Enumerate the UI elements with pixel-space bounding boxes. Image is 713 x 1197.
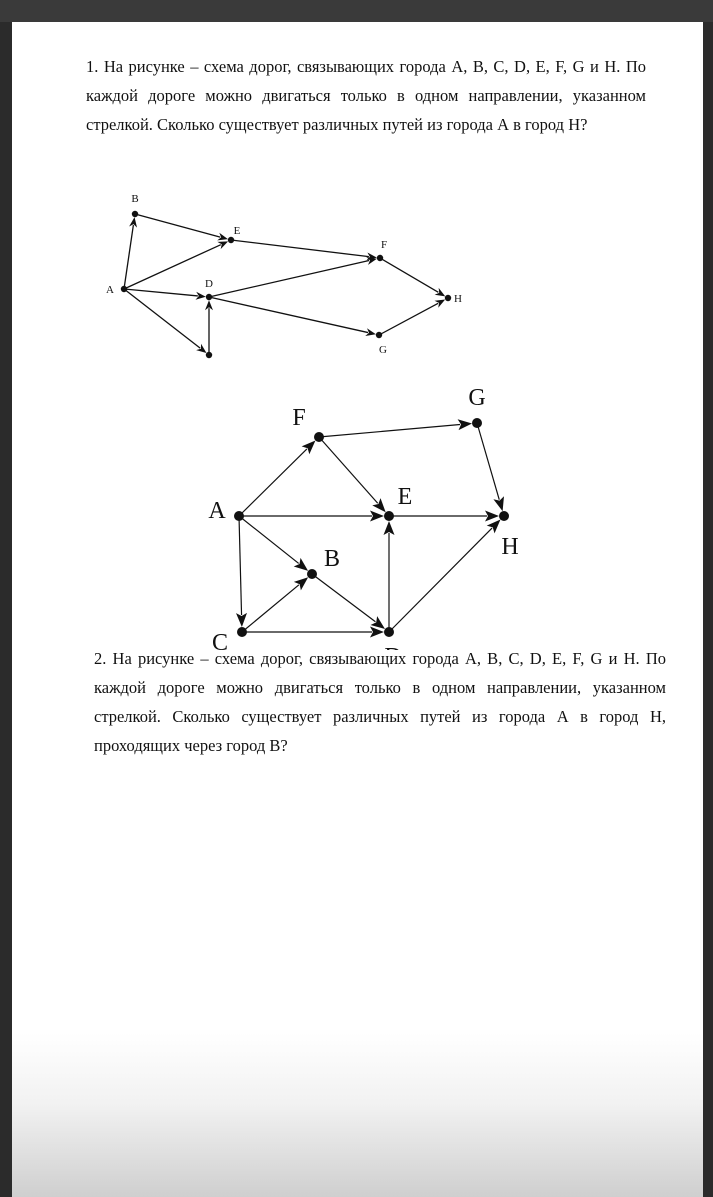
g2-edge-A-F [239, 441, 315, 516]
problem-1-text: 1. На рисунке – схема дорог, связывающих города А, В, С, D, E, F, G и Н. По каждой дороге можно двигаться только в одном направлении, указанном стрелкой. Сколько существует различных путей из города А в город Н? [86, 57, 646, 134]
problem-1-graph [88, 165, 488, 365]
road-diagram-1 [88, 165, 488, 365]
g2-edge-E-H [389, 511, 499, 522]
g2-edge-C-D [242, 627, 384, 638]
g1-node-B [131, 193, 138, 217]
top-bar [0, 0, 713, 22]
g2-edge-A-C [236, 516, 247, 627]
problem-2-graph [184, 370, 544, 650]
problem-2-text: 2. На рисунке – схема дорог, связывающих города А, В, С, D, E, F, G и Н. По каждой дороге можно двигаться только в одном направлении, указанном стрелкой. Сколько существует различных путей из города А в город Н, проходящих через город В? [94, 649, 666, 755]
g1-node-C [205, 352, 212, 365]
g2-edge-A-B [239, 516, 308, 571]
g1-node-H [445, 293, 462, 305]
g1-node-label-D: D [205, 278, 213, 290]
g2-node-label-G: G [468, 385, 486, 411]
g2-node-label-C: C [211, 630, 229, 650]
g2-edge-D-E [384, 521, 395, 632]
g1-edge-D-G [209, 297, 376, 336]
g1-node-label-G: G [379, 344, 387, 356]
g1-node-F [377, 239, 387, 261]
g1-edge-G-H [379, 300, 445, 335]
g2-node-label-E: E [397, 484, 413, 510]
g1-edge-F-H [380, 258, 445, 296]
g2-node-label-A: A [208, 498, 226, 524]
g1-node-D [205, 278, 213, 300]
g2-node-F [292, 405, 324, 442]
problem-2 [94, 644, 666, 760]
g2-node-A [208, 498, 244, 524]
g1-node-label-B: B [131, 193, 139, 205]
g2-edge-F-G [319, 419, 472, 437]
g1-edge-C-D [205, 300, 213, 355]
g1-node-G [376, 332, 387, 356]
g2-node-H [499, 511, 519, 560]
g1-edge-D-F [209, 257, 377, 297]
g2-node-label-F: F [292, 405, 306, 431]
g2-edge-B-D [312, 574, 385, 629]
g1-node-label-F: F [380, 239, 388, 251]
g1-node-label-C [205, 364, 212, 365]
g2-edge-D-H [389, 520, 500, 632]
g1-node-label-E: E [233, 225, 241, 237]
document-page [12, 22, 703, 1197]
g2-node-B [307, 546, 340, 579]
g1-node-label-A: A [106, 284, 114, 296]
g1-edge-A-C [124, 289, 206, 353]
g1-node-label-H: H [454, 293, 462, 305]
g2-edge-F-E [319, 437, 386, 512]
problem-1 [86, 52, 646, 139]
g2-node-G [468, 385, 485, 428]
road-diagram-2 [184, 370, 544, 650]
g2-edge-C-B [242, 577, 308, 632]
g2-node-label-B: B [323, 546, 341, 572]
g2-node-label-H: H [501, 534, 519, 560]
g2-edge-A-E [239, 511, 384, 522]
g1-edge-A-B [124, 217, 137, 289]
g2-edge-G-H [477, 423, 504, 511]
g1-edge-E-F [231, 240, 377, 260]
g1-edge-B-E [135, 214, 228, 240]
